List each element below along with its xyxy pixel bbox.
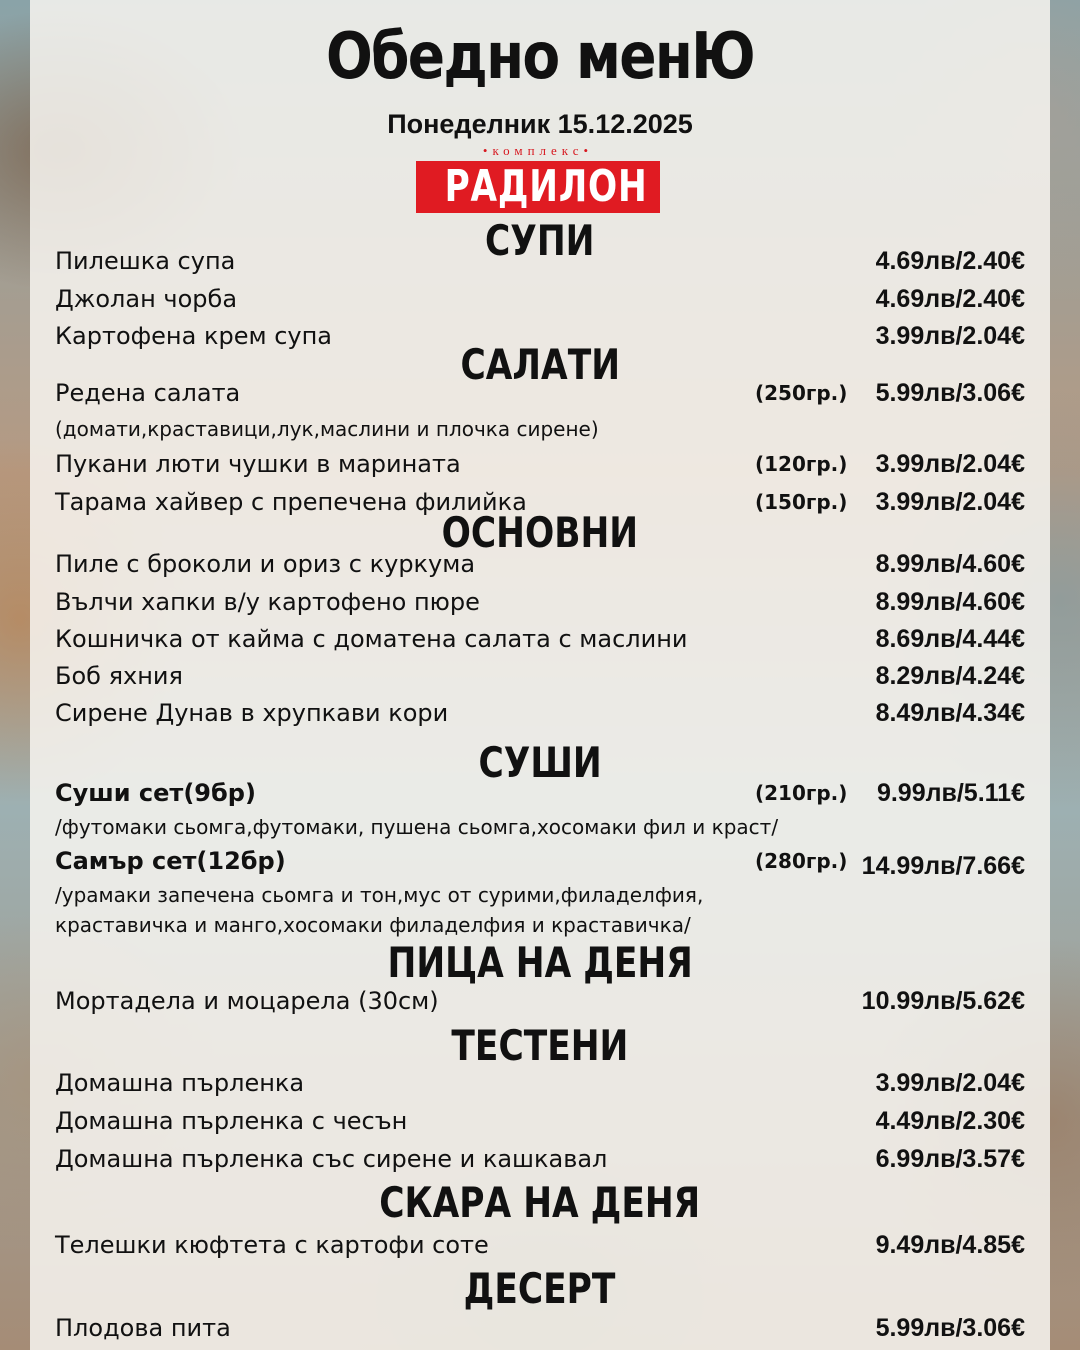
item-name: Пиле с броколи и ориз с куркума xyxy=(55,550,476,578)
menu-item xyxy=(55,1312,1025,1344)
logo-subtitle: •комплекс• xyxy=(482,143,594,158)
item-price: 5.99лв/3.06€ xyxy=(875,1314,1025,1342)
item-name: Домашна пърленка със сирене и кашкавал xyxy=(55,1145,608,1173)
item-description: /футомаки сьомга,футомаки, пушена сьомга,хосомаки фил и краст/ xyxy=(55,815,779,839)
item-name: Вълчи хапки в/у картофено пюре xyxy=(55,588,480,616)
item-weight: (150гр.) xyxy=(755,490,848,514)
item-price: 8.29лв/4.24€ xyxy=(875,662,1025,690)
menu-item xyxy=(55,1229,1025,1261)
item-price: 5.99лв/3.06€ xyxy=(875,379,1025,407)
section-heading-pizza: ПИЦА НА ДЕНЯ xyxy=(387,938,693,987)
item-price: 8.49лв/4.34€ xyxy=(875,699,1025,727)
item-price: 6.99лв/3.57€ xyxy=(875,1145,1025,1173)
item-name: Джолан чорба xyxy=(55,285,238,313)
menu-item xyxy=(55,586,1025,618)
item-name: Тарама хайвер с препечена филийка xyxy=(55,488,527,516)
item-name: Пилешка супа xyxy=(55,247,236,275)
item-price: 9.49лв/4.85€ xyxy=(875,1231,1025,1259)
item-price: 4.49лв/2.30€ xyxy=(875,1107,1025,1135)
item-name: Плодова пита xyxy=(55,1314,231,1342)
menu-item xyxy=(55,1143,1025,1175)
item-name: Сирене Дунав в хрупкави кори xyxy=(55,699,449,727)
menu-item xyxy=(55,660,1025,692)
item-price: 9.99лв/5.11€ xyxy=(876,779,1025,807)
menu-date: Понеделник 15.12.2025 xyxy=(387,109,693,139)
item-description: краставичка и манго,хосомаки филаделфия и краставичка/ xyxy=(55,913,691,937)
item-name: Телешки кюфтета с картофи соте xyxy=(55,1231,489,1259)
menu-item xyxy=(55,1105,1025,1137)
menu-item xyxy=(55,448,1025,480)
menu-item xyxy=(55,548,1025,580)
item-name: Картофена крем супа xyxy=(55,322,332,350)
menu-item xyxy=(55,377,1025,409)
item-name: Кошничка от кайма с доматена салата с маслини xyxy=(55,625,688,653)
item-name: Боб яхния xyxy=(55,662,183,690)
page-title: Обедно менЮ xyxy=(325,20,755,94)
section-heading-dough: ТЕСТЕНИ xyxy=(451,1021,629,1070)
item-name: Самър сет(12бр) xyxy=(55,847,286,875)
item-name: Домашна пърленка xyxy=(55,1069,305,1097)
section-heading-salads: САЛАТИ xyxy=(460,340,620,389)
item-price: 3.99лв/2.04€ xyxy=(875,450,1025,478)
section-heading-dessert: ДЕСЕРТ xyxy=(464,1264,616,1313)
section-heading-grill: СКАРА НА ДЕНЯ xyxy=(379,1178,701,1227)
logo-wordmark xyxy=(416,161,660,213)
menu-item xyxy=(55,283,1025,315)
item-description: /урамаки запечена сьомга и тон,мус от сурими,филаделфия, xyxy=(55,883,704,907)
item-price: 8.99лв/4.60€ xyxy=(875,550,1025,578)
item-price: 14.99лв/7.66€ xyxy=(861,852,1025,880)
item-weight: (280гр.) xyxy=(755,849,848,873)
item-price: 3.99лв/2.04€ xyxy=(875,1069,1025,1097)
menu-item xyxy=(55,623,1025,655)
menu-item xyxy=(55,985,1025,1017)
item-weight: (210гр.) xyxy=(755,781,848,805)
menu-item xyxy=(55,1067,1025,1099)
item-name: Суши сет(9бр) xyxy=(55,779,256,807)
item-weight: (120гр.) xyxy=(755,452,848,476)
item-weight: (250гр.) xyxy=(755,381,848,405)
item-name: Мортадела и моцарела (30см) xyxy=(55,987,439,1015)
item-price: 10.99лв/5.62€ xyxy=(861,987,1025,1015)
item-price: 4.69лв/2.40€ xyxy=(875,285,1025,313)
item-name: Домашна пърленка с чесън xyxy=(55,1107,408,1135)
section-heading-soups: СУПИ xyxy=(485,216,595,265)
section-heading-sushi: СУШИ xyxy=(478,738,602,787)
section-heading-mains: ОСНОВНИ xyxy=(441,508,639,557)
item-name: Редена салата xyxy=(55,379,241,407)
logo-name: РАДИЛОН xyxy=(444,161,648,212)
item-description: (домати,краставици,лук,маслини и плочка сирене) xyxy=(55,417,599,441)
item-price: 3.99лв/2.04€ xyxy=(875,488,1025,516)
item-price: 4.69лв/2.40€ xyxy=(875,247,1025,275)
item-price: 3.99лв/2.04€ xyxy=(875,322,1025,350)
item-price: 8.99лв/4.60€ xyxy=(875,588,1025,616)
item-name: Пукани люти чушки в марината xyxy=(55,450,461,478)
menu-item xyxy=(55,777,1025,809)
menu-item xyxy=(55,245,1025,277)
item-price: 8.69лв/4.44€ xyxy=(875,625,1025,653)
radilon-logo xyxy=(416,142,660,214)
menu-item xyxy=(55,697,1025,729)
menu-item xyxy=(55,845,1025,880)
